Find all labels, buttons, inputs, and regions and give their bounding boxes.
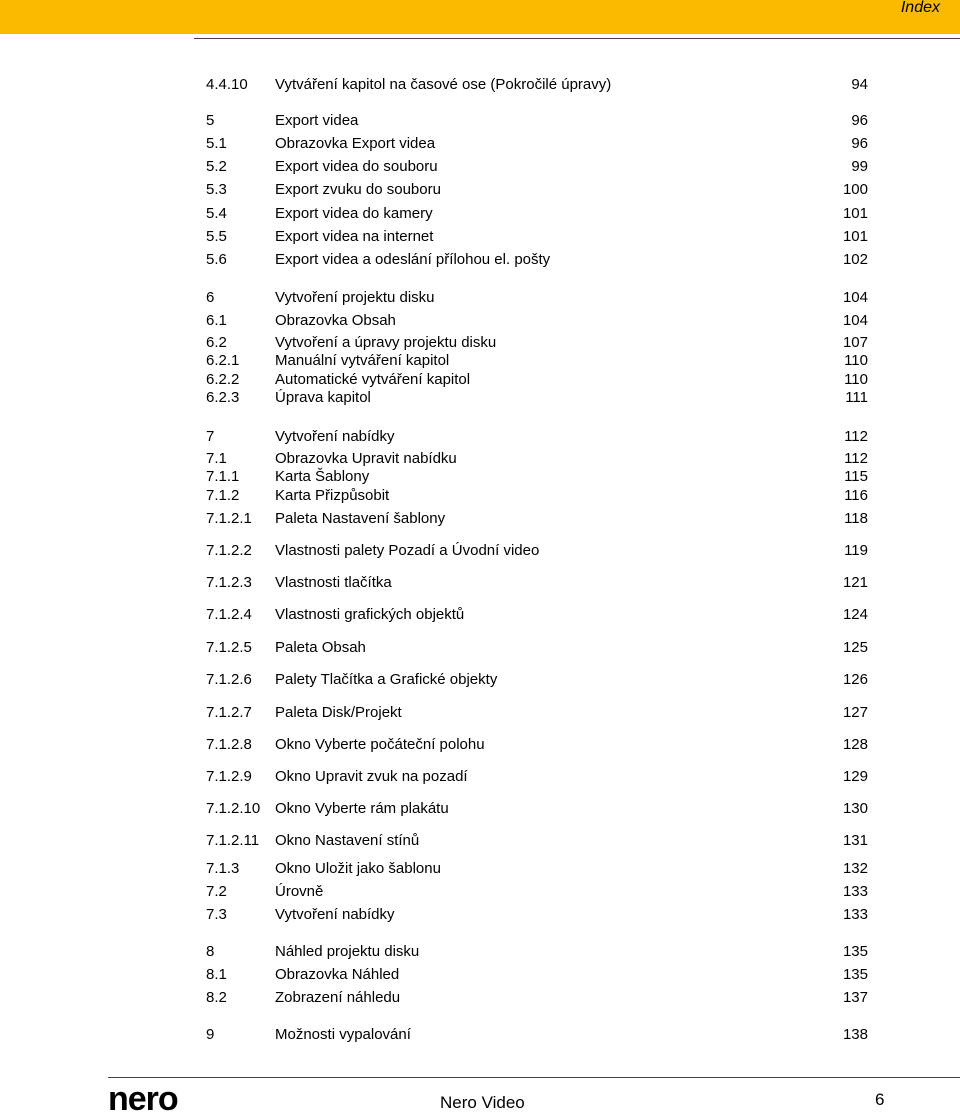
toc-number: 5.6 xyxy=(206,251,227,268)
toc-number: 7.1.2.9 xyxy=(206,768,252,785)
toc-page: 137 xyxy=(842,989,868,1006)
toc-title: Paleta Disk/Projekt xyxy=(275,704,402,721)
toc-page: 104 xyxy=(842,312,868,329)
header-title: Index xyxy=(900,0,940,16)
toc-number: 7.1.2 xyxy=(206,487,240,504)
toc-title: Karta Šablony xyxy=(275,468,370,485)
toc-title: Vlastnosti tlačítka xyxy=(275,574,392,591)
toc-page: 130 xyxy=(842,800,868,817)
toc-number: 7.2 xyxy=(206,883,227,900)
toc-entry[interactable] xyxy=(206,250,868,270)
toc-entry[interactable] xyxy=(206,905,868,925)
toc-page: 110 xyxy=(844,371,868,388)
toc-title: Okno Vyberte počáteční polohu xyxy=(275,736,485,753)
toc-entry[interactable] xyxy=(206,427,868,447)
toc-entry[interactable] xyxy=(206,965,868,985)
toc-title: Vytvoření nabídky xyxy=(275,428,395,445)
toc-page: 129 xyxy=(842,768,868,785)
toc-entry[interactable] xyxy=(206,288,868,308)
toc-title: Okno Uložit jako šablonu xyxy=(275,860,441,877)
toc-number: 7.1.2.10 xyxy=(206,800,261,817)
toc-entry[interactable] xyxy=(206,227,868,247)
toc-number: 8 xyxy=(206,943,215,960)
toc-number: 6.2 xyxy=(206,334,227,351)
toc-number: 8.2 xyxy=(206,989,227,1006)
toc-number: 7.1.2.3 xyxy=(206,574,252,591)
toc-entry[interactable] xyxy=(206,157,868,177)
toc-title: Vytvoření a úpravy projektu disku xyxy=(275,334,497,351)
toc-page: 100 xyxy=(842,181,868,198)
toc-page: 118 xyxy=(844,510,868,527)
toc-number: 5.5 xyxy=(206,228,227,245)
toc-number: 5.4 xyxy=(206,205,227,222)
toc-number: 7.1.2.8 xyxy=(206,736,252,753)
toc-page: 135 xyxy=(842,943,868,960)
toc-page: 107 xyxy=(842,334,868,351)
toc-title: Okno Nastavení stínů xyxy=(275,832,420,849)
toc-entry[interactable] xyxy=(206,831,868,851)
toc-entry[interactable] xyxy=(206,942,868,962)
toc-number: 7.1.1 xyxy=(206,468,240,485)
toc-number: 7.3 xyxy=(206,906,227,923)
toc-number: 6.1 xyxy=(206,312,227,329)
toc-number: 7.1.2.11 xyxy=(206,832,260,849)
toc-title: Okno Vyberte rám plakátu xyxy=(275,800,449,817)
toc-page: 126 xyxy=(842,671,868,688)
toc-entry[interactable] xyxy=(206,204,868,224)
toc-entry[interactable] xyxy=(206,767,868,787)
toc-page: 96 xyxy=(851,135,868,152)
toc-number: 7.1.2.7 xyxy=(206,704,252,721)
toc-page: 116 xyxy=(844,487,868,504)
toc-page: 132 xyxy=(842,860,868,877)
toc-title: Vytvoření projektu disku xyxy=(275,289,435,306)
toc-page: 133 xyxy=(842,906,868,923)
toc-title: Export videa a odeslání přílohou el. pošty xyxy=(275,251,551,268)
toc-title: Export videa do souboru xyxy=(275,158,438,175)
toc-page: 111 xyxy=(845,389,868,406)
toc-number: 7.1.2.4 xyxy=(206,606,252,623)
toc-entry[interactable] xyxy=(206,486,868,506)
toc-title: Zobrazení náhledu xyxy=(275,989,401,1006)
toc-number: 7.1.2.2 xyxy=(206,542,252,559)
toc-title: Vytvoření nabídky xyxy=(275,906,395,923)
toc-page: 128 xyxy=(842,736,868,753)
toc-title: Úprava kapitol xyxy=(275,389,371,406)
toc-entry[interactable] xyxy=(206,670,868,690)
toc-page: 110 xyxy=(844,352,868,369)
toc-page: 125 xyxy=(842,639,868,656)
toc-entry[interactable] xyxy=(206,180,868,200)
toc-entry[interactable] xyxy=(206,988,868,1008)
toc-number: 9 xyxy=(206,1026,215,1043)
footer-divider xyxy=(108,1077,960,1078)
toc-entry[interactable] xyxy=(206,735,868,755)
toc-number: 6.2.3 xyxy=(206,389,240,406)
toc-title: Paleta Nastavení šablony xyxy=(275,510,446,527)
toc-title: Export zvuku do souboru xyxy=(275,181,441,198)
toc-number: 5.1 xyxy=(206,135,227,152)
toc-number: 7.1.2.6 xyxy=(206,671,252,688)
toc-title: Vlastnosti grafických objektů xyxy=(275,606,465,623)
toc-entry[interactable] xyxy=(206,134,868,154)
toc-title: Paleta Obsah xyxy=(275,639,366,656)
toc-entry[interactable] xyxy=(206,311,868,331)
toc-title: Možnosti vypalování xyxy=(275,1026,411,1043)
toc-number: 7.1 xyxy=(206,450,227,467)
toc-page: 135 xyxy=(842,966,868,983)
toc-title: Obrazovka Export videa xyxy=(275,135,436,152)
toc-title: Obrazovka Náhled xyxy=(275,966,400,983)
toc-entry[interactable] xyxy=(206,333,868,353)
toc-page: 138 xyxy=(842,1026,868,1043)
toc-page: 112 xyxy=(844,428,868,445)
toc-page: 121 xyxy=(842,574,868,591)
toc-page: 101 xyxy=(842,228,868,245)
toc-page: 127 xyxy=(842,704,868,721)
footer-product-name: Nero Video xyxy=(440,1093,525,1112)
toc-page: 102 xyxy=(842,251,868,268)
toc-page: 101 xyxy=(842,205,868,222)
toc-title: Export videa xyxy=(275,112,359,129)
toc-number: 4.4.10 xyxy=(206,76,248,93)
toc-title: Automatické vytváření kapitol xyxy=(275,371,471,388)
toc-page: 94 xyxy=(851,76,868,93)
toc-page: 99 xyxy=(851,158,868,175)
toc-entry[interactable] xyxy=(206,859,868,879)
toc-entry[interactable] xyxy=(206,75,868,95)
toc-entry[interactable] xyxy=(206,1025,868,1045)
toc-entry[interactable] xyxy=(206,351,868,371)
toc-page: 119 xyxy=(844,542,868,559)
toc-page: 104 xyxy=(842,289,868,306)
toc-entry[interactable] xyxy=(206,449,868,469)
toc-number: 7.1.2.5 xyxy=(206,639,252,656)
toc-page: 112 xyxy=(844,450,868,467)
toc-entry[interactable] xyxy=(206,467,868,487)
toc-page: 96 xyxy=(851,112,868,129)
footer-page-number: 6 xyxy=(875,1090,885,1109)
toc-number: 6.2.2 xyxy=(206,371,240,388)
toc-number: 7 xyxy=(206,428,215,445)
toc-number: 5 xyxy=(206,112,215,129)
toc-entry[interactable] xyxy=(206,573,868,593)
toc-title: Export videa do kamery xyxy=(275,205,433,222)
toc-entry[interactable] xyxy=(206,605,868,625)
toc-title: Obrazovka Upravit nabídku xyxy=(275,450,457,467)
toc-page: 115 xyxy=(844,468,868,485)
toc-title: Manuální vytváření kapitol xyxy=(275,352,450,369)
toc-number: 7.1.2.1 xyxy=(206,510,252,527)
toc-page: 133 xyxy=(842,883,868,900)
toc-title: Vlastnosti palety Pozadí a Úvodní video xyxy=(275,542,540,559)
toc-title: Palety Tlačítka a Grafické objekty xyxy=(275,671,498,688)
toc-title: Karta Přizpůsobit xyxy=(275,487,390,504)
toc-entry[interactable] xyxy=(206,638,868,658)
toc-entry[interactable] xyxy=(206,388,868,408)
toc-title: Obrazovka Obsah xyxy=(275,312,396,329)
toc-number: 7.1.3 xyxy=(206,860,240,877)
toc-title: Okno Upravit zvuk na pozadí xyxy=(275,768,468,785)
toc-entry[interactable] xyxy=(206,799,868,819)
toc-number: 6.2.1 xyxy=(206,352,240,369)
toc-entry[interactable] xyxy=(206,882,868,902)
nero-logo-text: nero xyxy=(108,1084,178,1114)
toc-entry[interactable] xyxy=(206,509,868,529)
toc-title: Export videa na internet xyxy=(275,228,434,245)
toc-title: Úrovně xyxy=(275,883,324,900)
toc-number: 5.2 xyxy=(206,158,227,175)
toc-entry[interactable] xyxy=(206,541,868,561)
toc-page: 131 xyxy=(842,832,868,849)
toc-number: 8.1 xyxy=(206,966,227,983)
toc-title: Vytváření kapitol na časové ose (Pokročilé úpravy) xyxy=(275,76,612,93)
toc-entry[interactable] xyxy=(206,370,868,390)
toc-entry[interactable] xyxy=(206,111,868,131)
toc-page: 124 xyxy=(842,606,868,623)
toc-number: 6 xyxy=(206,289,215,306)
toc-title: Náhled projektu disku xyxy=(275,943,420,960)
toc-number: 5.3 xyxy=(206,181,227,198)
toc-entry[interactable] xyxy=(206,703,868,723)
nero-logo xyxy=(108,1084,212,1114)
